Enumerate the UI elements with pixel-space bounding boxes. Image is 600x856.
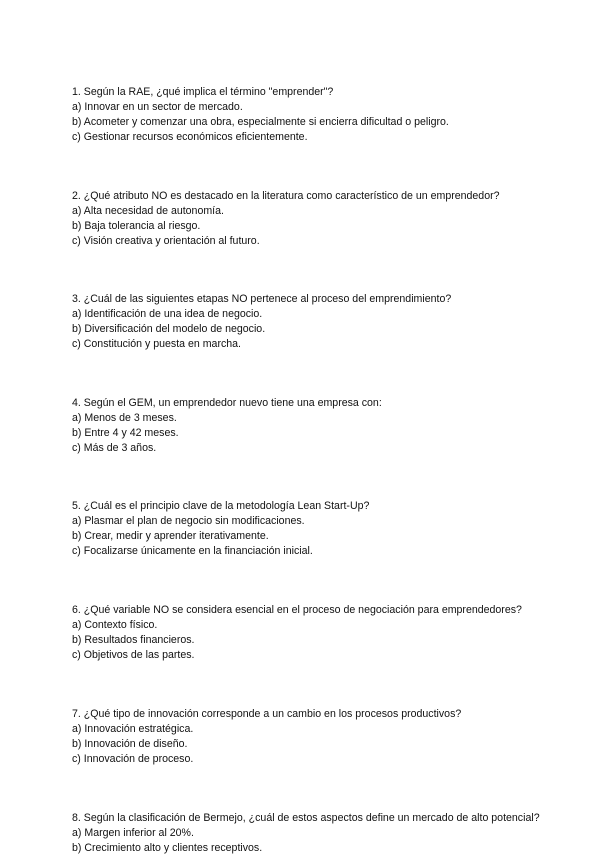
answer-option: b) Baja tolerancia al riesgo. [72,220,201,232]
answer-option: b) Innovación de diseño. [72,738,188,750]
question-text: 6. ¿Qué variable NO se considera esencial en el proceso de negociación para emprendedores? [72,604,522,616]
question-text: 3. ¿Cuál de las siguientes etapas NO pertenece al proceso del emprendimiento? [72,293,452,305]
quiz-page [72,85,572,856]
answer-option: b) Acometer y comenzar una obra, especialmente si encierra dificultad o peligro. [72,116,449,128]
answer-option: a) Innovar en un sector de mercado. [72,101,243,113]
question-6 [72,603,572,663]
answer-option: a) Plasmar el plan de negocio sin modificaciones. [72,515,305,527]
answer-option: a) Identificación de una idea de negocio. [72,308,263,320]
answer-option: c) Focalizarse únicamente en la financiación inicial. [72,545,313,557]
question-text: 5. ¿Cuál es el principio clave de la metodología Lean Start-Up? [72,500,370,512]
answer-option: c) Innovación de proceso. [72,753,194,765]
answer-option: b) Diversificación del modelo de negocio. [72,323,266,335]
answer-option: a) Alta necesidad de autonomía. [72,205,224,217]
question-1 [72,85,572,145]
question-8 [72,811,572,856]
answer-option: c) Visión creativa y orientación al futuro. [72,235,260,247]
question-5 [72,499,572,559]
answer-option: c) Objetivos de las partes. [72,649,195,661]
answer-option: b) Crear, medir y aprender iterativamente. [72,530,269,542]
answer-option: b) Crecimiento alto y clientes receptivos. [72,842,263,854]
question-7 [72,707,572,767]
question-text: 1. Según la RAE, ¿qué implica el término "emprender"? [72,86,334,98]
question-4 [72,396,572,456]
question-2 [72,189,572,249]
question-text: 8. Según la clasificación de Bermejo, ¿cuál de estos aspectos define un mercado de alto potencial? [72,812,540,824]
answer-option: c) Más de 3 años. [72,442,157,454]
answer-option: a) Menos de 3 meses. [72,412,177,424]
question-text: 7. ¿Qué tipo de innovación corresponde a un cambio en los procesos productivos? [72,708,462,720]
answer-option: b) Resultados financieros. [72,634,195,646]
question-text: 2. ¿Qué atributo NO es destacado en la literatura como característico de un emprendedor? [72,190,500,202]
question-text: 4. Según el GEM, un emprendedor nuevo tiene una empresa con: [72,397,382,409]
answer-option: a) Margen inferior al 20%. [72,827,194,839]
answer-option: c) Gestionar recursos económicos eficientemente. [72,131,308,143]
answer-option: a) Contexto físico. [72,619,158,631]
answer-option: b) Entre 4 y 42 meses. [72,427,179,439]
answer-option: a) Innovación estratégica. [72,723,194,735]
question-3 [72,292,572,352]
answer-option: c) Constitución y puesta en marcha. [72,338,241,350]
